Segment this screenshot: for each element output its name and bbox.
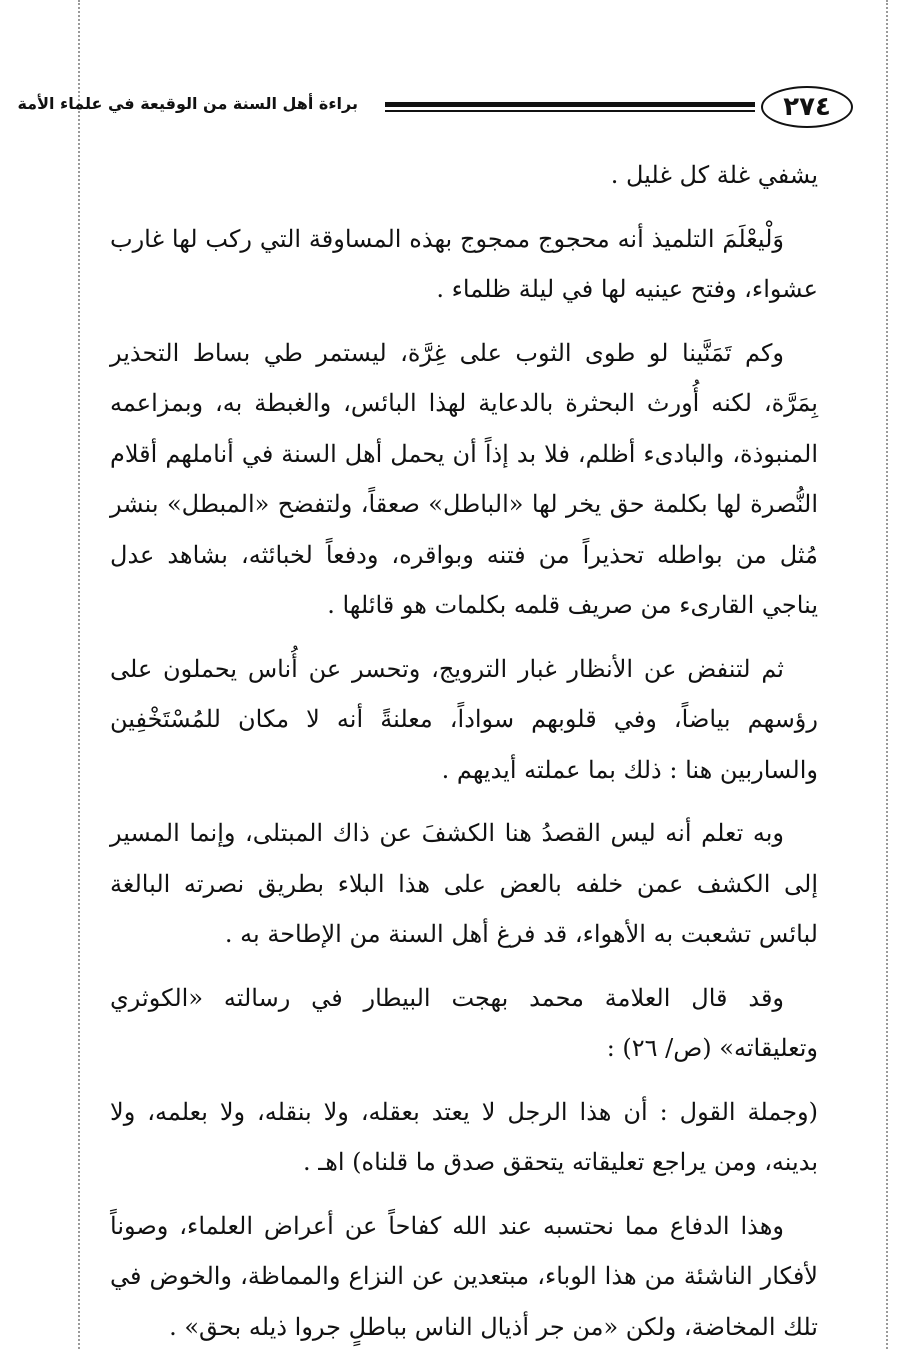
paragraph-8: وهذا الدفاع مما نحتسبه عند الله كفاحاً عن أعراض العلماء، وصوناً لأفكار الناشئة من هذا الوباء، مبتعدين عن النزاع والمماظة، والخوض في تلك المخاضة، ولكن «من جر أذيال الناس بباطلٍ جروا ذيله بحق» .: [110, 1211, 818, 1341]
body-text: [110, 150, 818, 1365]
paragraph-4: ثم لتنفض عن الأنظار غبار الترويج، وتحسر عن أُناس يحملون على رؤسهم بياضاً، وفي قلوبهم سواداً، معلنةً أنه لا مكان للمُسْتَخْفِين والساربين هنا : ذلك بما عملته أيديهم .: [110, 654, 818, 784]
header-rule: [385, 100, 755, 114]
paragraph-6: وقد قال العلامة محمد بهجت البيطار في رسالته «الكوثري وتعليقاته» (ص/ ٢٦) :: [110, 983, 818, 1062]
paragraph-1: يشفي غلة كل غليل .: [610, 161, 818, 189]
page-header: [17, 82, 853, 132]
scan-edge-left: [78, 0, 80, 1349]
header-rule-thick: [385, 102, 755, 107]
header-rule-thin: [385, 110, 755, 112]
paragraph-5: وبه تعلم أنه ليس القصدُ هنا الكشفَ عن ذاك المبتلى، وإنما المسير إلى الكشف عمن خلفه بالعض على هذا البلاء بطريق نصرته البالغة لبائس تشعبت به الأهواء، قد فرغ أهل السنة من الإطاحة به .: [110, 819, 818, 948]
page-number: ٢٧٤: [761, 86, 853, 128]
running-title: براءة أهل السنة من الوقيعة في علماء الأمة: [17, 94, 358, 113]
scan-edge-right: [886, 0, 888, 1349]
quotation: (وجملة القول : أن هذا الرجل لا يعتد بعقله، ولا بنقله، ولا بعلمه، ولا بدينه، ومن يراجع تعليقاته يتحقق صدق ما قلناه) اهـ .: [110, 1097, 819, 1176]
paragraph-3: وكم تَمَنَّينا لو طوى الثوب على غِرَّة، ليستمر طي بساط التحذير بِمَرَّة، لكنه أُورث البحثرة بالدعاية لهذا البائس، والغبطة به، وبمزاعمه المنبوذة، والبادىء أظلم، فلا بد إذاً أن يحمل أهل السنة في أناملهم أقلام النُّصرة لها بكلمة حق يخر لها «الباطل» صعقاً، ولتفضح «المبطل» بنشر مُثل من بواطله تحذيراً من فتنه وبواقره، ودفعاً لخبائثه، بشاهد عدل يناجي القارىء من صريف قلمه بكلمات هو قائلها .: [110, 338, 818, 619]
paragraph-2: وَلْيعْلَمَ التلميذ أنه محجوج ممجوج بهذه المساوقة التي ركب لها غارب عشواء، وفتح عينيه لها في ليلة ظلماء .: [110, 224, 818, 303]
